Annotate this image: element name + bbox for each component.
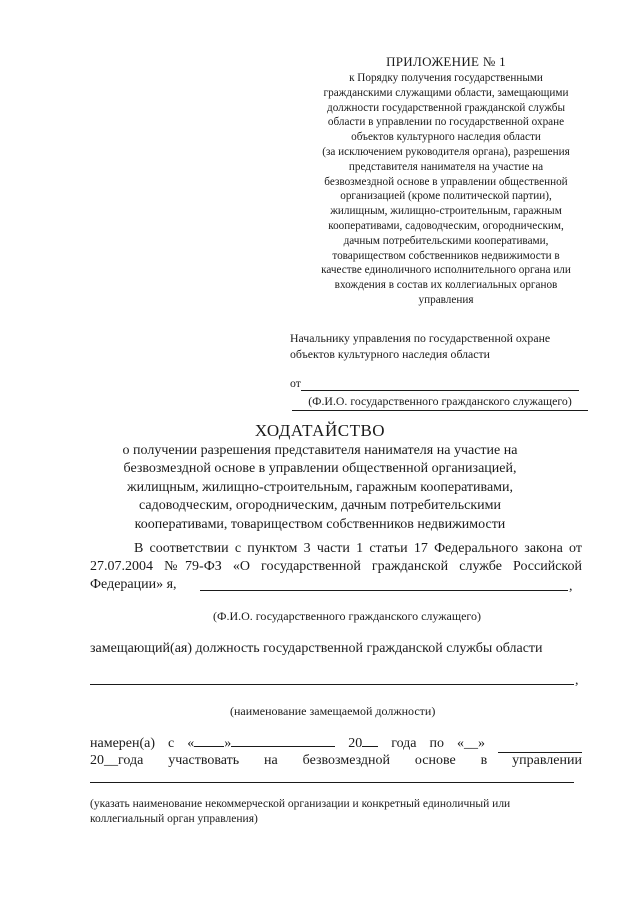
subtitle-line: садоводческим, огородническим, дачным потребительскими (138, 498, 502, 514)
position-text: замещающий(ая) должность государственной гражданской службы области (90, 641, 543, 656)
fio-comma: , (569, 579, 573, 594)
intent-row (90, 734, 582, 753)
from-caption: (Ф.И.О. государственного гражданского служащего) (292, 393, 588, 411)
annex-line: гражданскими служащими области, замещающими (323, 86, 569, 99)
participation-word: безвозмездной (302, 753, 390, 768)
addressee-line: объектов культурного наследия области (290, 347, 490, 361)
annex-line: организацией (кроме политической партии), (340, 190, 552, 203)
intent-word: намерен(а) (90, 736, 156, 751)
end-year-text: 20__года (90, 753, 144, 768)
position-comma: , (575, 673, 579, 688)
organization-fill-line[interactable] (90, 782, 574, 783)
start-year-fill[interactable] (362, 734, 378, 747)
from-label: от (290, 376, 301, 390)
fio-fill-line[interactable] (200, 590, 568, 591)
annex-line: качестве единоличного исполнительного органа или (321, 264, 571, 277)
petition-title: ХОДАТАЙСТВО (254, 421, 386, 440)
start-day-fill[interactable] (194, 734, 224, 747)
subtitle-line: жилищным, жилищно-строительным, гаражным кооперативами, (126, 479, 514, 495)
addressee-block (290, 330, 600, 362)
annex-line: товариществом собственников недвижимости в (332, 249, 560, 262)
annex-line: жилищным, жилищно-строительным, гаражным (330, 205, 562, 218)
participation-row (90, 752, 582, 770)
participation-word: основе (414, 753, 456, 768)
participation-word: управлении (512, 753, 582, 768)
subtitle-line: безвозмездной основе в управлении общественной организацией, (123, 461, 517, 477)
addressee-line: Начальнику управления по государственной охране (290, 331, 551, 345)
participation-word: на (264, 753, 278, 768)
annex-line: области в управлении по государственной охране (327, 116, 565, 129)
end-day-quote: «__» (456, 736, 485, 751)
fio-caption: (Ф.И.О. государственного гражданского служащего) (213, 609, 482, 623)
intent-word: года (391, 736, 417, 751)
from-fill-line[interactable] (301, 378, 579, 391)
annex-text (296, 71, 596, 308)
annex-title: ПРИЛОЖЕНИЕ № 1 (386, 54, 506, 69)
start-date-group (187, 734, 335, 753)
from-line (290, 375, 600, 391)
year-prefix: 20 (348, 736, 363, 751)
close-quote: » (224, 736, 232, 751)
paragraph-text: В соответствии с пунктом 3 части 1 статьи 17 Федерального закона от 27.07.2004 №79-ФЗ «О государственной гражданской службе Российской Федерации» я, (90, 541, 582, 592)
annex-line: дачным потребительскими кооперативами, (343, 234, 549, 247)
position-fill-line[interactable] (90, 684, 574, 685)
subtitle-line: о получении разрешения представителя нанимателя на участие на (122, 443, 518, 458)
body-paragraph-1 (90, 540, 582, 594)
start-year-group (348, 734, 378, 753)
annex-line: кооперативами, садоводческим, огородническим, (328, 219, 564, 232)
participation-word: в (480, 753, 488, 768)
annex-line: объектов культурного наследия области (351, 131, 541, 144)
annex-line: к Порядку получения государственными (349, 72, 543, 84)
subtitle-line: кооперативами, товариществом собственников недвижимости (134, 516, 506, 532)
intent-word: по (429, 736, 444, 751)
petition-subtitle (90, 442, 550, 534)
annex-line: представителя нанимателя на участие на (348, 160, 544, 173)
annex-line: (за исключением руководителя органа), разрешения (322, 145, 570, 158)
participation-word: участвовать (168, 753, 240, 768)
annex-block (296, 54, 596, 308)
position-caption: (наименование замещаемой должности) (230, 704, 436, 718)
annex-line: должности государственной гражданской службы (327, 101, 565, 114)
annex-line: безвозмездной основе в управлении общественной (324, 175, 568, 188)
start-month-fill[interactable] (231, 734, 335, 747)
annex-line: вхождения в состав их коллегиальных органов (334, 279, 558, 292)
intent-word: с (168, 736, 175, 751)
from-block (290, 375, 600, 411)
annex-line: управления (418, 293, 474, 306)
open-quote: « (187, 736, 195, 751)
organization-note: (указать наименование некоммерческой организации и конкретный единоличный или коллегиальный орган управления) (90, 798, 511, 825)
